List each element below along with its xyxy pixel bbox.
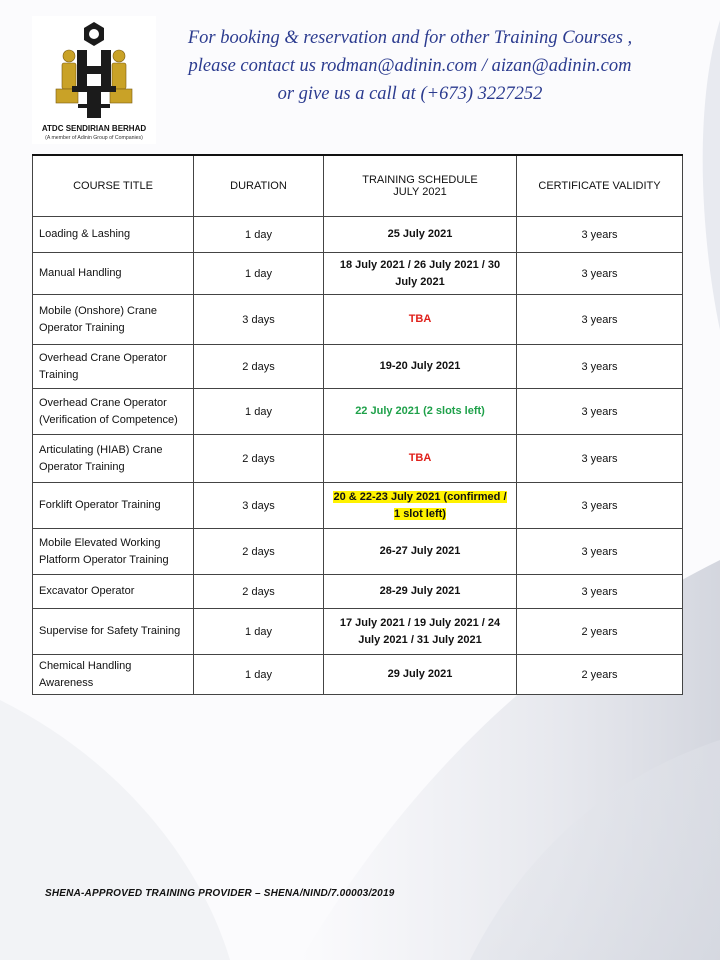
duration-cell: 1 day xyxy=(194,217,324,253)
logo-emblem xyxy=(32,16,156,120)
validity-cell: 2 years xyxy=(517,655,683,695)
contact-line-phone: or give us a call at (+673) 3227252 xyxy=(277,84,543,104)
header-duration: DURATION xyxy=(194,155,324,217)
validity-cell: 3 years xyxy=(517,389,683,435)
schedule-cell: 26-27 July 2021 xyxy=(324,529,517,575)
schedule-cell-slots-left: 22 July 2021 (2 slots left) xyxy=(324,389,517,435)
header-schedule-line2: JULY 2021 xyxy=(393,186,447,198)
validity-cell: 2 years xyxy=(517,609,683,655)
table-row xyxy=(33,609,683,655)
course-title-cell: Excavator Operator xyxy=(33,575,194,609)
table-row xyxy=(33,483,683,529)
duration-cell: 2 days xyxy=(194,435,324,483)
training-schedule-table xyxy=(32,154,683,695)
header-course-title: COURSE TITLE xyxy=(33,155,194,217)
schedule-cell: 19-20 July 2021 xyxy=(324,345,517,389)
duration-cell: 3 days xyxy=(194,295,324,345)
validity-cell: 3 years xyxy=(517,483,683,529)
duration-cell: 2 days xyxy=(194,575,324,609)
schedule-cell: 25 July 2021 xyxy=(324,217,517,253)
validity-cell: 3 years xyxy=(517,295,683,345)
course-title-cell: Overhead Crane Operator Training xyxy=(33,345,194,389)
contact-header xyxy=(165,24,655,108)
table-row xyxy=(33,345,683,389)
schedule-cell: 17 July 2021 / 19 July 2021 / 24 July 2021 / 31 July 2021 xyxy=(324,609,517,655)
table-row xyxy=(33,253,683,295)
course-title-cell: Mobile (Onshore) Crane Operator Training xyxy=(33,295,194,345)
duration-cell: 3 days xyxy=(194,483,324,529)
approval-footer: SHENA-APPROVED TRAINING PROVIDER – SHENA/NIND/7.00003/2019 xyxy=(45,888,395,899)
schedule-cell: 18 July 2021 / 26 July 2021 / 30 July 2021 xyxy=(324,253,517,295)
table-row xyxy=(33,295,683,345)
table-row xyxy=(33,217,683,253)
schedule-cell-tba: TBA xyxy=(324,435,517,483)
course-title-cell: Chemical Handling Awareness xyxy=(33,655,194,695)
course-title-cell: Forklift Operator Training xyxy=(33,483,194,529)
header-schedule-line1: TRAINING SCHEDULE xyxy=(362,174,478,186)
table-row xyxy=(33,389,683,435)
validity-cell: 3 years xyxy=(517,435,683,483)
table-row xyxy=(33,435,683,483)
logo-tagline: (A member of Adinin Group of Companies) xyxy=(45,135,143,141)
course-title-cell: Overhead Crane Operator (Verification of Competence) xyxy=(33,389,194,435)
company-logo xyxy=(32,16,156,144)
header-certificate-validity: CERTIFICATE VALIDITY xyxy=(517,155,683,217)
validity-cell: 3 years xyxy=(517,529,683,575)
duration-cell: 1 day xyxy=(194,609,324,655)
highlighted-schedule-text: 20 & 22-23 July 2021 (confirmed / 1 slot left) xyxy=(333,490,507,520)
table-row xyxy=(33,655,683,695)
duration-cell: 1 day xyxy=(194,253,324,295)
course-title-cell: Articulating (HIAB) Crane Operator Training xyxy=(33,435,194,483)
header-training-schedule xyxy=(324,155,517,217)
course-title-cell: Mobile Elevated Working Platform Operator Training xyxy=(33,529,194,575)
validity-cell: 3 years xyxy=(517,253,683,295)
schedule-cell-highlighted xyxy=(324,483,517,529)
table-header-row xyxy=(33,155,683,217)
duration-cell: 1 day xyxy=(194,655,324,695)
validity-cell: 3 years xyxy=(517,217,683,253)
contact-line-booking: For booking & reservation and for other Training Courses , xyxy=(187,28,633,48)
table-row xyxy=(33,575,683,609)
duration-cell: 2 days xyxy=(194,345,324,389)
validity-cell: 3 years xyxy=(517,345,683,389)
course-title-cell: Loading & Lashing xyxy=(33,217,194,253)
duration-cell: 1 day xyxy=(194,389,324,435)
course-title-cell: Supervise for Safety Training xyxy=(33,609,194,655)
table-row xyxy=(33,529,683,575)
schedule-cell-tba: TBA xyxy=(324,295,517,345)
course-title-cell: Manual Handling xyxy=(33,253,194,295)
logo-company-name: ATDC SENDIRIAN BERHAD xyxy=(41,124,147,133)
schedule-cell: 29 July 2021 xyxy=(324,655,517,695)
validity-cell: 3 years xyxy=(517,575,683,609)
duration-cell: 2 days xyxy=(194,529,324,575)
schedule-cell: 28-29 July 2021 xyxy=(324,575,517,609)
contact-line-emails: please contact us rodman@adinin.com / aizan@adinin.com xyxy=(188,56,632,76)
